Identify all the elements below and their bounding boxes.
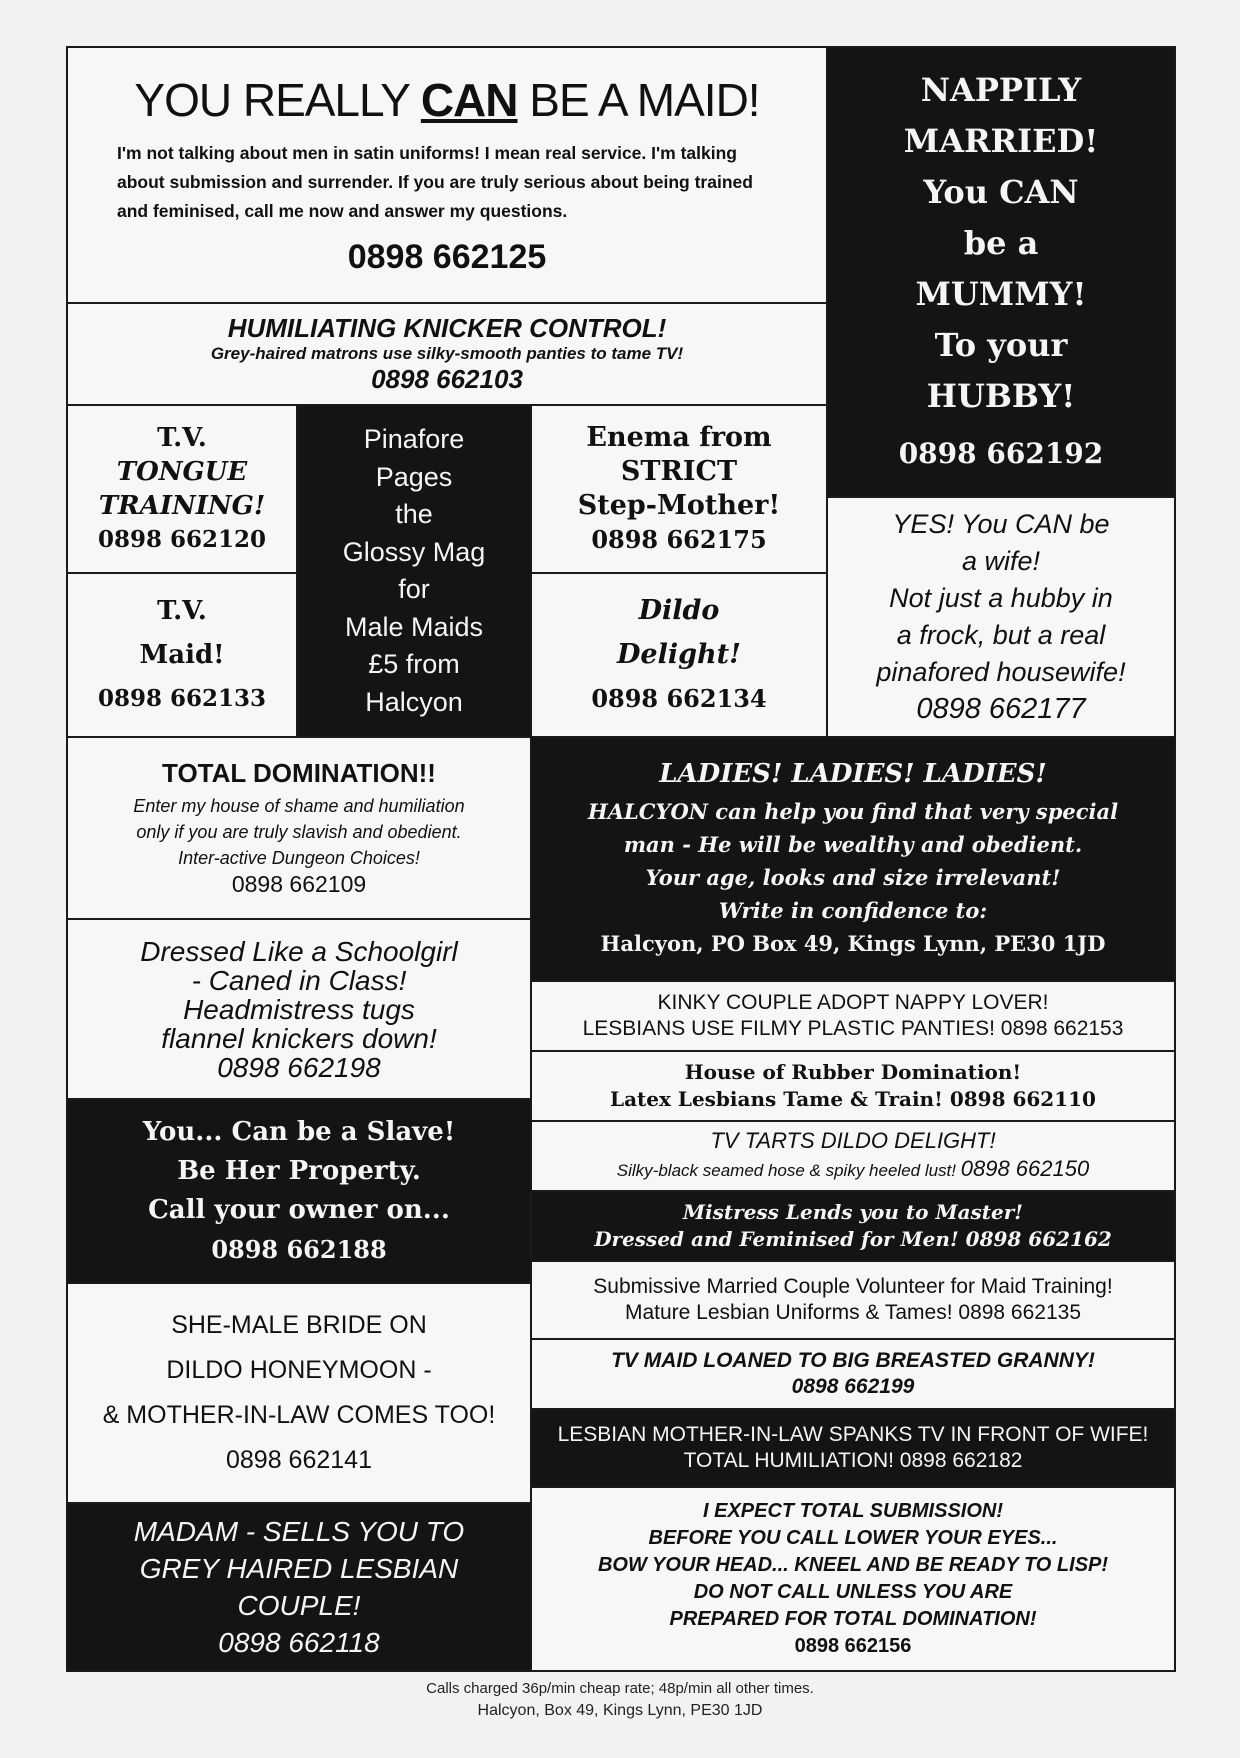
ad-kinky-couple: KINKY COUPLE ADOPT NAPPY LOVER! LESBIANS USE FILMY PLASTIC PANTIES! 0898 662153	[530, 980, 1176, 1052]
ad-tv-tongue-training: T.V. TONGUE TRAINING! 0898 662120	[66, 404, 298, 574]
maid-body: I'm not talking about men in satin uniforms! I mean real service. I'm talking about submission and surrender. If you are truly serious about being trained and feminised, call me now and answer my questions.	[117, 143, 753, 221]
ad-maid	[66, 46, 828, 304]
ad-bride: SHE-MALE BRIDE ON DILDO HONEYMOON - & MOTHER-IN-LAW COMES TOO! 0898 662141	[66, 1282, 532, 1504]
footer-address: Halcyon, Box 49, Kings Lynn, PE30 1JD	[477, 1702, 763, 1719]
footer-call-charges: Calls charged 36p/min cheap rate; 48p/min all other times.	[426, 1680, 814, 1697]
ad-dildo-delight: Dildo Delight! 0898 662134	[530, 572, 828, 738]
ad-rubber-domination: House of Rubber Domination! Latex Lesbians Tame & Train! 0898 662110	[530, 1050, 1176, 1122]
nappily-phone: 0898 662192	[898, 437, 1104, 470]
ad-married-couple: Submissive Married Couple Volunteer for Maid Training! Mature Lesbian Uniforms & Tames! 0898 662135	[530, 1260, 1176, 1340]
ad-enema: Enema from STRICT Step-Mother! 0898 662175	[530, 404, 828, 574]
ad-nappily-married: NAPPILY MARRIED! You CAN be a MUMMY! To your HUBBY! 0898 662192	[826, 46, 1176, 498]
ad-madam: MADAM - SELLS YOU TO GREY HAIRED LESBIAN COUPLE! 0898 662118	[66, 1502, 532, 1672]
ad-granny: TV MAID LOANED TO BIG BREASTED GRANNY! 0898 662199	[530, 1338, 1176, 1410]
ad-total-domination: TOTAL DOMINATION!! Enter my house of shame and humiliation only if you are truly slavish and obedient. Inter-active Dungeon Choices! 0898 662109	[66, 736, 532, 920]
ad-tv-tarts: TV TARTS DILDO DELIGHT! Silky-black seamed hose & spiky heeled lust! 0898 662150	[530, 1120, 1176, 1192]
ad-pinafore-pages: Pinafore Pages the Glossy Mag for Male Maids £5 from Halcyon	[296, 404, 532, 738]
ad-total-submission: I EXPECT TOTAL SUBMISSION! BEFORE YOU CALL LOWER YOUR EYES... BOW YOUR HEAD... KNEEL AND BE READY TO LISP! DO NOT CALL UNLESS YOU ARE PREPARED FOR TOTAL DOMINATION! 0898 662156	[530, 1486, 1176, 1672]
maid-headline: YOU REALLY CAN BE A MAID!	[134, 74, 760, 126]
ad-mother-in-law: LESBIAN MOTHER-IN-LAW SPANKS TV IN FRONT OF WIFE! TOTAL HUMILIATION! 0898 662182	[530, 1408, 1176, 1488]
ad-slave: You... Can be a Slave! Be Her Property. Call your owner on... 0898 662188	[66, 1098, 532, 1284]
ad-schoolgirl: Dressed Like a Schoolgirl - Caned in Class! Headmistress tugs flannel knickers down! 0898 662198	[66, 918, 532, 1100]
maid-phone: 0898 662125	[347, 238, 547, 276]
tarts-line2: Silky-black seamed hose & spiky heeled lust! 0898 662150	[616, 1155, 1090, 1181]
ad-knicker-control: HUMILIATING KNICKER CONTROL! Grey-haired matrons use silky-smooth panties to tame TV! 0898 662103	[66, 302, 828, 406]
ad-mistress: Mistress Lends you to Master! Dressed and Feminised for Men! 0898 662162	[530, 1190, 1176, 1262]
ad-wife: YES! You CAN be a wife! Not just a hubby in a frock, but a real pinafored housewife! 0898 662177	[826, 496, 1176, 738]
ad-tv-maid: T.V. Maid! 0898 662133	[66, 572, 298, 738]
ad-ladies: LADIES! LADIES! LADIES! HALCYON can help you find that very special man - He will be wealthy and obedient. Your age, looks and size irrelevant! Write in confidence to: Halcyon, PO Box 49, Kings Lynn, PE30 1JD	[530, 736, 1176, 982]
